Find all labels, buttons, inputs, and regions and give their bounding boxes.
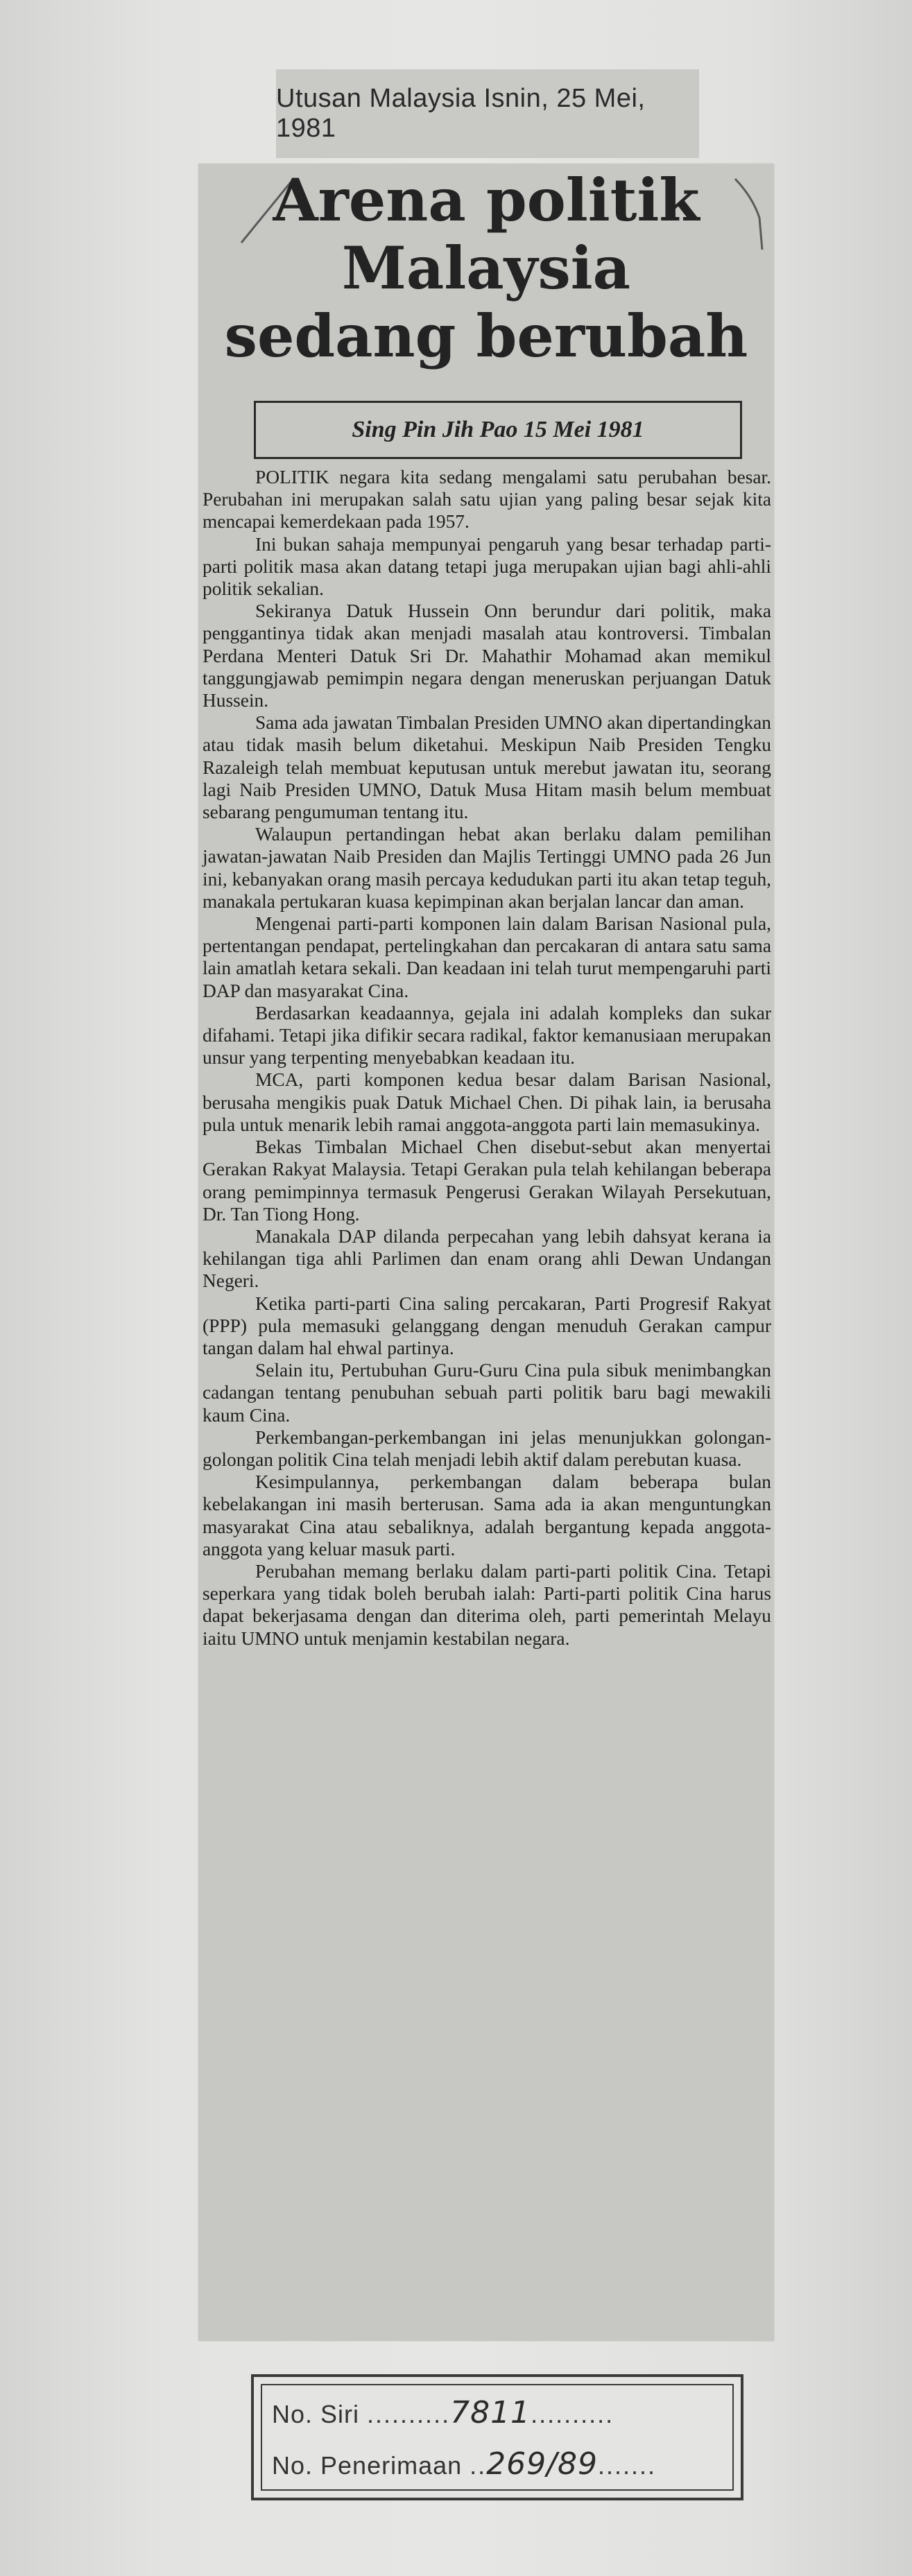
source-text: Sing Pin Jih Pao 15 Mei 1981 [352, 417, 644, 442]
archive-stamp [251, 2374, 743, 2500]
newspaper-dateline: Utusan Malaysia Isnin, 25 Mei, 1981 [276, 69, 699, 158]
paragraph: Ketika parti-parti Cina saling percakaran, Parti Progresif Rakyat (PPP) pula memasuki gelanggang dengan menuduh Gerakan campur tangan dalam hal ehwal partinya. [203, 1293, 771, 1358]
paragraph: Bekas Timbalan Michael Chen disebut-sebut akan menyertai Gerakan Rakyat Malaysia. Tetapi Gerakan pula telah kehilangan beberapa orang pemimpinnya termasuk Pengerusi Gerakan Wilayah Persekutuan, Dr. Tan Tiong Hong. [203, 1136, 771, 1225]
paragraph: Perubahan memang berlaku dalam parti-parti politik Cina. Tetapi seperkara yang tidak boleh berubah ialah: Parti-parti politik Cina harus dapat bekerjasama dengan dan diterima oleh, parti pemerintah Melayu iaitu UMNO untuk menjamin kestabilan negara. [203, 1560, 771, 1649]
paragraph: Walaupun pertandingan hebat akan berlaku dalam pemilihan jawatan-jawatan Naib Presiden dan Majlis Tertinggi UMNO pada 26 Jun ini, kebanyakan orang masih percaya kedudukan parti itu akan tetap teguh, manakala pertukaran kuasa kepimpinan akan berjalan lancar dan aman. [203, 824, 771, 912]
serial-value: 7811 [450, 2395, 531, 2430]
paragraph: Perkembangan-perkembangan ini jelas menunjukkan golongan-golongan politik Cina telah menjadi lebih aktif dalam perebutan kuasa. [203, 1426, 771, 1470]
serial-number-row [272, 2395, 614, 2430]
headline-line: sedang berubah [224, 302, 748, 370]
paragraph: POLITIK negara kita sedang mengalami satu perubahan besar. Perubahan ini merupakan salah satu ujian yang paling besar sejak kita mencapai kemerdekaan pada 1957. [203, 467, 771, 533]
paragraph: MCA, parti komponen kedua besar dalam Barisan Nasional, berusaha mengikis puak Datuk Michael Chen. Di pihak lain, ia berusaha pula untuk menarik lebih ramai anggota-anggota parti lain memasukinya. [203, 1069, 771, 1135]
paragraph: Manakala DAP dilanda perpecahan yang lebih dahsyat kerana ia kehilangan tiga ahli Parlimen dan enam orang ahli Dewan Undangan Negeri. [203, 1225, 771, 1292]
receipt-number-row [272, 2446, 656, 2482]
dotted-leader: .......... [531, 2400, 614, 2428]
receipt-label: No. Penerimaan [272, 2451, 463, 2480]
source-credit [254, 401, 742, 459]
paragraph: Berdasarkan keadaannya, gejala ini adalah kompleks dan sukar difahami. Tetapi jika difikir secara radikal, faktor kemanusiaan merupakan unsur yang terpenting menyebabkan keadaan itu. [203, 1002, 771, 1069]
paragraph: Mengenai parti-parti komponen lain dalam Barisan Nasional pula, pertentangan pendapat, pertelingkahan dan percakaran di antara satu sama lain amatlah ketara sekali. Dan keadaan ini telah turut mempengaruhi parti DAP dan masyarakat Cina. [203, 913, 771, 1001]
paragraph: Sekiranya Datuk Hussein Onn berundur dari politik, maka penggantinya tidak akan menjadi masalah atau kontroversi. Timbalan Perdana Menteri Datuk Sri Dr. Mahathir Mohamad akan memikul tanggungjawab pemimpin negara dengan meneruskan perjuangan Datuk Hussein. [203, 600, 771, 711]
serial-label: No. Siri [272, 2400, 360, 2428]
dotted-leader: .. [470, 2451, 487, 2480]
dotted-leader: ....... [597, 2451, 656, 2480]
paragraph: Ini bukan sahaja mempunyai pengaruh yang besar terhadap parti-parti politik masa akan datang tetapi juga merupakan ujian bagi ahli-ahli politik sekalian. [203, 533, 771, 600]
dotted-leader: .......... [367, 2400, 451, 2428]
headline-line: Malaysia [341, 234, 631, 302]
paragraph: Selain itu, Pertubuhan Guru-Guru Cina pula sibuk menimbangkan cadangan tentang penubuhan sebuah parti politik baru bagi mewakili kaum Cina. [203, 1360, 771, 1426]
receipt-value: 269/89 [486, 2446, 598, 2482]
article-headline [198, 166, 774, 370]
headline-line: Arena politik [273, 166, 700, 234]
paragraph: Kesimpulannya, perkembangan dalam beberapa bulan kebelakangan ini masih berterusan. Sama ada ia akan menguntungkan masyarakat Cina atau sebaliknya, adalah bergantung kepada anggota-anggota yang keluar masuk parti. [203, 1471, 771, 1559]
paragraph: Sama ada jawatan Timbalan Presiden UMNO akan dipertandingkan atau tidak masih belum diketahui. Meskipun Naib Presiden Tengku Razaleigh telah membuat keputusan untuk merebut jawatan itu, seorang lagi Naib Presiden UMNO, Datuk Musa Hitam masih belum membuat sebarang pengumuman tentang itu. [203, 712, 771, 823]
article-body [203, 466, 771, 1650]
